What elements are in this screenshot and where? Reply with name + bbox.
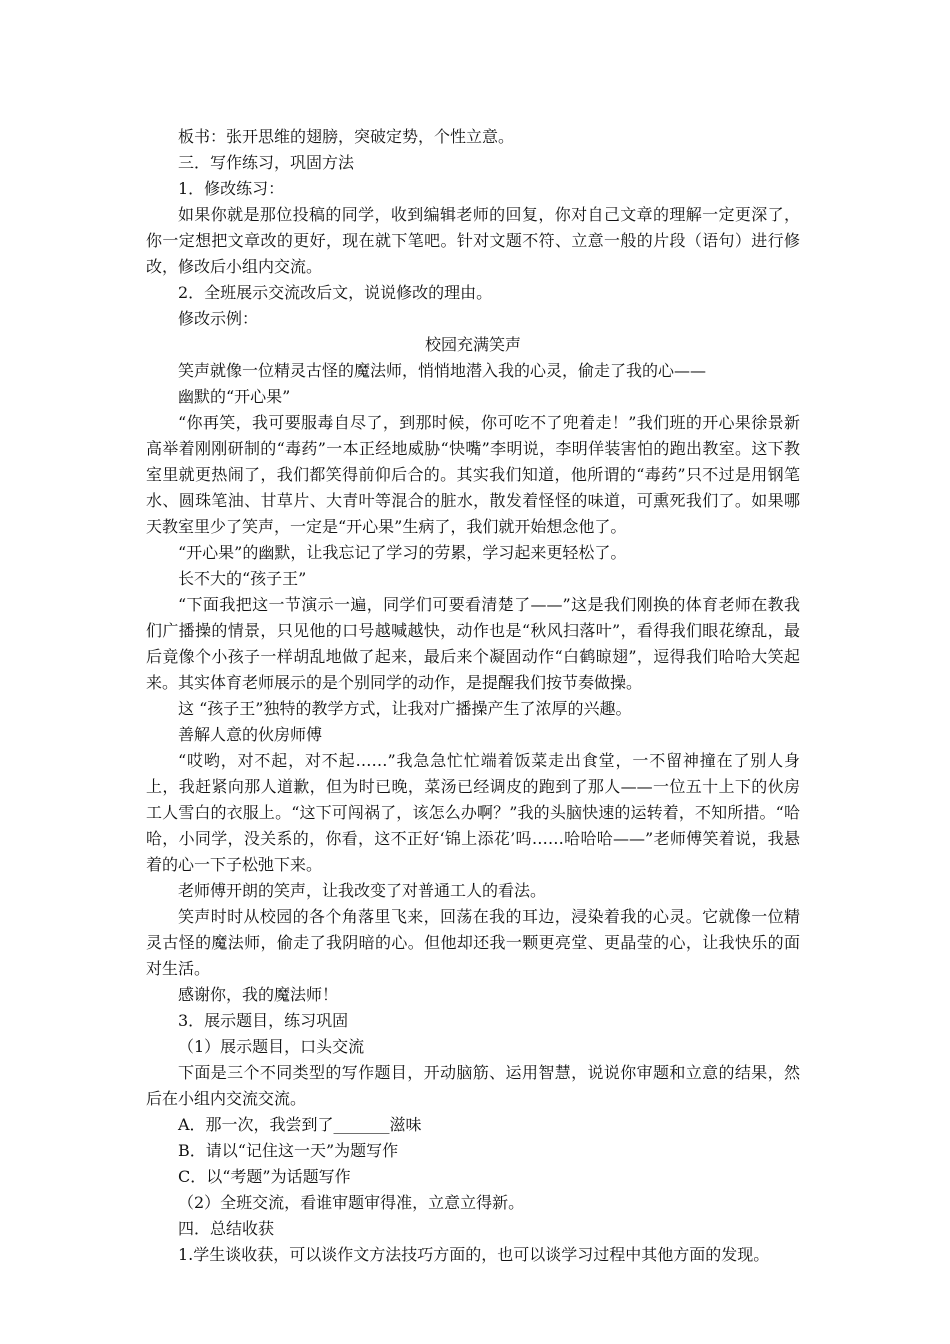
- topic-a: A．那一次，我尝到了_______滋味: [178, 1115, 422, 1134]
- board-note: 板书：张开思维的翅膀，突破定势，个性立意。: [178, 127, 515, 146]
- substep-class-exchange: （2）全班交流，看谁审题审得准，立意立得新。: [178, 1193, 525, 1212]
- essay-subheading-2: 长不大的“孩子王”: [178, 569, 307, 588]
- essay-subheading-3: 善解人意的伙房师傅: [178, 725, 323, 744]
- essay-paragraph-4: 这 “孩子王”独特的教学方式，让我对广播操产生了浓厚的兴趣。: [178, 699, 632, 718]
- substep-oral-exchange: （1）展示题目，口头交流: [178, 1037, 365, 1056]
- essay-paragraph-3: “下面我把这一节演示一遍，同学们可要看清楚了——”这是我们刚换的体育老师在教我们广播操的情景，只见他的口号越喊越快，动作也是“秋风扫落叶”，看得我们眼花缭乱，最后竟像个小孩子一样胡乱地做了起来，最后来个凝固动作“白鹤晾翅”，逗得我们哈哈大笑起来。其实体育老师展示的是个别同学的动作，是提醒我们按节奏做操。: [146, 595, 800, 692]
- essay-title: 校园充满笑声: [424, 335, 521, 354]
- topic-c: C．以“考题”为话题写作: [178, 1167, 351, 1186]
- step-class-presentation: 2．全班展示交流改后文，说说修改的理由。: [178, 283, 493, 302]
- section-heading-summary: 四．总结收获: [178, 1219, 275, 1238]
- step-revision-practice: 1．修改练习：: [178, 179, 285, 198]
- essay-subheading-1: 幽默的“开心果”: [178, 387, 291, 406]
- essay-paragraph-5: “哎哟，对不起，对不起……”我急急忙忙端着饭菜走出食堂，一不留神撞在了别人身上，我赶紧向那人道歉，但为时已晚，菜汤已经调皮的跑到了那人——一位五十上下的伙房工人雪白的衣服上。“这下可闯祸了，该怎么办啊？”我的头脑快速的运转着，不知所措。“哈哈，小同学，没关系的，你看，这不正好‘锦上添花’吗……哈哈哈——”老师傅笑着说，我悬着的心一下子松弛下来。: [146, 751, 800, 874]
- summary-item-1: 1.学生谈收获，可以谈作文方法技巧方面的，也可以谈学习过程中其他方面的发现。: [178, 1245, 770, 1264]
- section-heading-writing-practice: 三．写作练习，巩固方法: [178, 153, 355, 172]
- essay-paragraph-2: “开心果”的幽默，让我忘记了学习的劳累，学习起来更轻松了。: [178, 543, 627, 562]
- essay-paragraph-6: 老师傅开朗的笑声，让我改变了对普通工人的看法。: [178, 881, 547, 900]
- essay-paragraph-1: “你再笑，我可要服毒自尽了，到那时候，你可吃不了兜着走！”我们班的开心果徐景新高举着刚刚研制的“毒药”一本正经地威胁“快嘴”李明说，李明佯装害怕的跑出教室。这下教室里就更热闹了，我们都笑得前仰后合的。其实我们知道，他所谓的“毒药”只不过是用钢笔水、圆珠笔油、甘草片、大青叶等混合的脏水，散发着怪怪的味道，可熏死我们了。如果哪天教室里少了笑声，一定是“开心果”生病了，我们就开始想念他了。: [146, 413, 800, 536]
- essay-paragraph-7: 笑声时时从校园的各个角落里飞来，回荡在我的耳边，浸染着我的心灵。它就像一位精灵古怪的魔法师，偷走了我阴暗的心。但他却还我一颗更亮堂、更晶莹的心，让我快乐的面对生活。: [146, 907, 800, 978]
- paragraph-topics-instructions: 下面是三个不同类型的写作题目，开动脑筋、运用智慧，说说你审题和立意的结果，然后在小组内交流交流。: [146, 1063, 800, 1108]
- essay-closing: 感谢你，我的魔法师！: [178, 985, 339, 1004]
- step-show-topics: 3．展示题目，练习巩固: [178, 1011, 349, 1030]
- paragraph-revision-instructions: 如果你就是那位投稿的同学，收到编辑老师的回复，你对自己文章的理解一定更深了，你一定想把文章改的更好，现在就下笔吧。针对文题不符、立意一般的片段（语句）进行修改，修改后小组内交流。: [146, 205, 800, 276]
- topic-b: B．请以“记住这一天”为题写作: [178, 1141, 399, 1160]
- essay-intro: 笑声就像一位精灵古怪的魔法师，悄悄地潜入我的心灵，偷走了我的心——: [178, 361, 707, 380]
- revision-example-label: 修改示例：: [178, 309, 259, 328]
